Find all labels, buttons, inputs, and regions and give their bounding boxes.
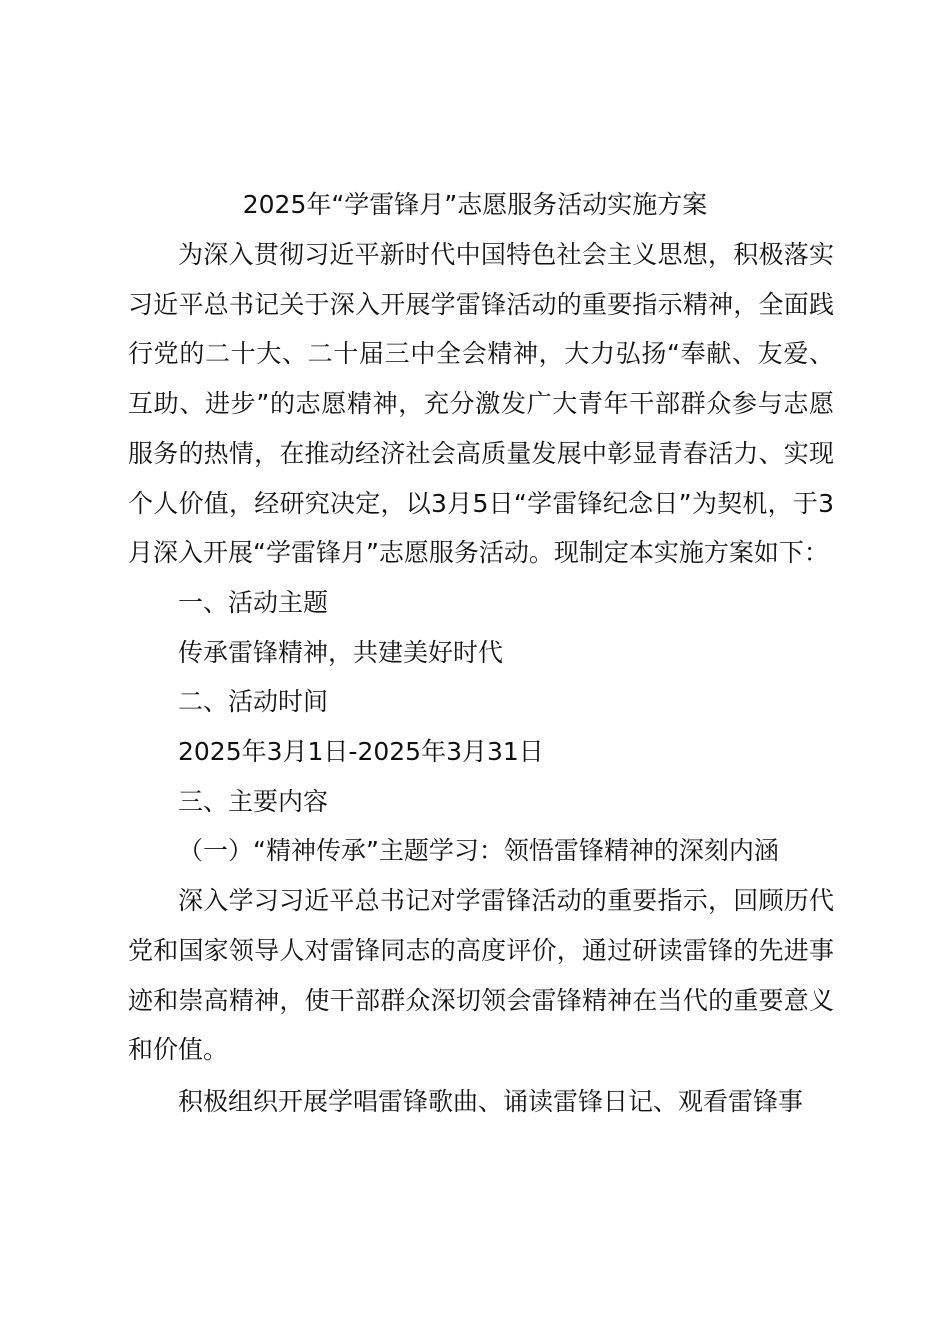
document-title: 2025年“学雷锋月”志愿服务活动实施方案 xyxy=(242,190,708,219)
section-heading-time: 二、活动时间 xyxy=(178,687,329,717)
intro-paragraph: 为深入贯彻习近平新时代中国特色社会主义思想，积极落实习近平总书记关于深入开展学雷锋活动的重要指示精神，全面践行党的二十大、二十届三中全会精神，大力弘扬“奉献、友爱、互助、进步”的志愿精神，充分激发广大青年干部群众参与志愿服务的热情，在推动经济社会高质量发展中彰显青春活力、实现个人价值，经研究决定，以3月5日“学雷锋纪念日”为契机，于3月深入开展“学雷锋月”志愿服务活动。现制定本实施方案如下： xyxy=(128,240,834,568)
section-heading-content: 三、主要内容 xyxy=(178,786,329,816)
section-body-time: 2025年3月1日-2025年3月31日 xyxy=(178,737,544,767)
subsection-paragraph-activities: 积极组织开展学唱雷锋歌曲、诵读雷锋日记、观看雷锋事 xyxy=(178,1086,804,1116)
document-body xyxy=(128,230,834,1127)
subsection-heading-study: （一）“精神传承”主题学习：领悟雷锋精神的深刻内涵 xyxy=(178,836,779,866)
subsection-paragraph-study: 深入学习习近平总书记对学雷锋活动的重要指示，回顾历代党和国家领导人对雷锋同志的高度评价，通过研读雷锋的先进事迹和崇高精神，使干部群众深切领会雷锋精神在当代的重要意义和价值。 xyxy=(128,886,834,1065)
section-heading-theme: 一、活动主题 xyxy=(178,587,329,617)
section-body-theme: 传承雷锋精神，共建美好时代 xyxy=(178,637,504,667)
